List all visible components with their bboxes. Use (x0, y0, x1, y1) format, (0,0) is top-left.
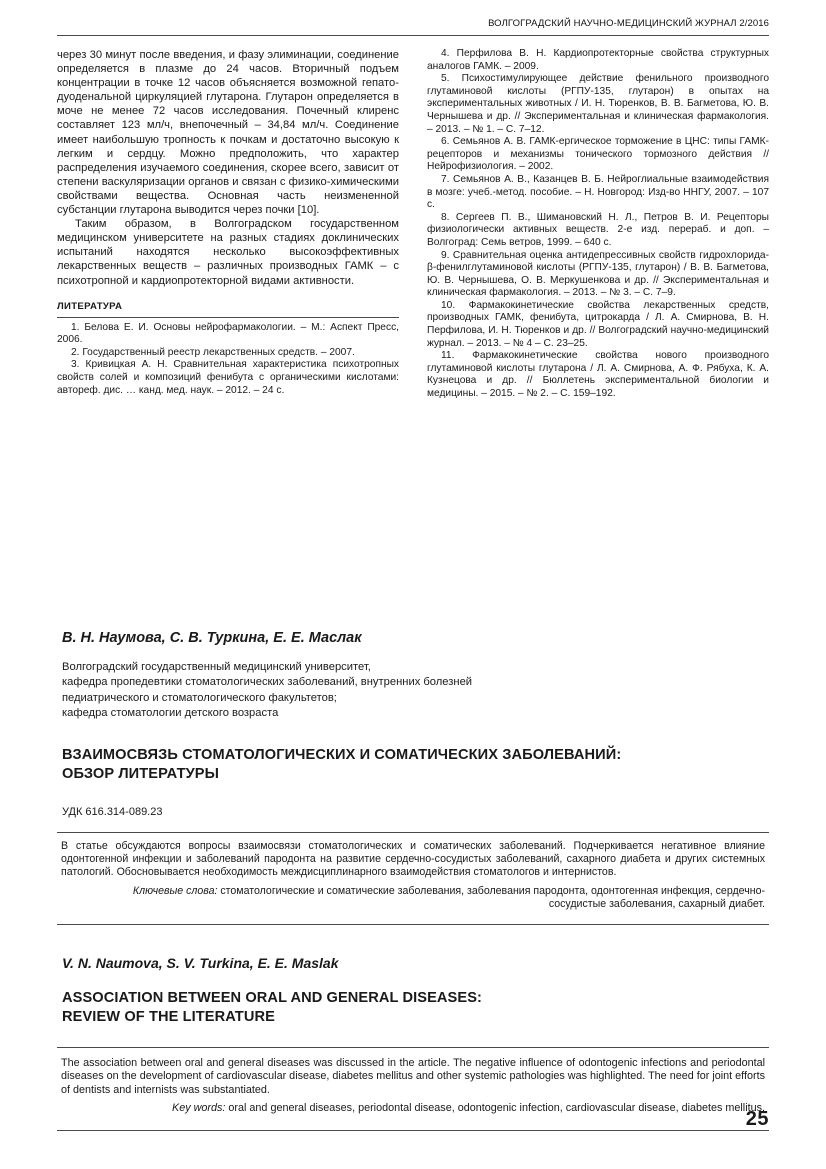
reference-item: 2. Государственный реестр лекарственных средств. – 2007. (71, 346, 355, 358)
reference-item: 4. Перфилова В. Н. Кардиопротекторные свойства структурных аналогов ГАМК. – 2009. (427, 48, 769, 72)
running-head: ВОЛГОГРАДСКИЙ НАУЧНО-МЕДИЦИНСКИЙ ЖУРНАЛ 2/2016 (488, 18, 769, 29)
left-column (57, 48, 399, 401)
page-number: 25 (745, 1108, 769, 1130)
body-paragraph-2: Таким образом, в Волгоградском государственном медицинском университете на разных стадиях доклинических испытаний находятся несколько высокоэффективных лекарственных веществ – различных производных ГАМК – с психотропной и кардиопротекторной видами активности. (57, 218, 399, 287)
affiliation-line: кафедра стоматологии детского возраста (62, 707, 279, 720)
abstract-rule-top (57, 832, 769, 833)
reference-item: 8. Сергеев П. В., Шимановский Н. Л., Петров В. И. Рецепторы физиологически активных веществ. 2-е изд. перераб. и доп. – Волгоград: Семь ветров, 1999. – 640 с. (427, 211, 769, 248)
reference-item: 5. Психостимулирующее действие фенильного производного глутаминовой кислоты (РГПУ-135, глутарон) в опытах на экспериментальных животных / И. Н. Тюренков, В. В. Багметова, Ю. В. Чернышева и др. // Экспериментальная и клиническая фармакология. – 2013. – № 1. – С. 7–12. (427, 73, 769, 135)
keywords-ru-text: стоматологические и соматические заболевания, заболевания пародонта, одонтогенная инфекция, сердечно-сосудистые заболевания, сахарный диабет. (217, 884, 765, 911)
keywords-en (117, 1102, 765, 1116)
keywords-ru-label: Ключевые слова: (132, 884, 218, 897)
udk-code: УДК 616.314-089.23 (62, 805, 163, 818)
article-title-ru-line2: ОБЗОР ЛИТЕРАТУРЫ (62, 765, 219, 782)
affiliation-line: кафедра пропедевтики стоматологических заболеваний, внутренних болезней (62, 676, 473, 689)
article-title-en (62, 989, 769, 1027)
reference-item: 9. Сравнительная оценка антидепрессивных свойств гидрохлорида-β-фенилглутаминовой кислоты (РГПУ-135, глутарон) / В. В. Багметова, Ю. В. Чернышева, О. В. Меркушенкова и др. // Экспериментальная и клиническая фармакология. – 2013. – № 3. – С. 7–9. (427, 249, 769, 299)
article-title-ru (62, 746, 769, 784)
reference-item: 3. Кривицкая А. Н. Сравнительная характеристика психотропных свойств солей и композиций фенибута с органическими кислотами: автореф. дис. … канд. мед. наук. – 2012. – 24 с. (57, 359, 399, 396)
abstract-ru: В статье обсуждаются вопросы взаимосвязи стоматологических и соматических заболеваний. Подчеркивается негативное влияние одонтогенной инфекции и заболеваний пародонта на развитие сердечно-сосудистых заболеваний, сахарного диабета и других системных патологий. Обосновывается необходимость междисциплинарного взаимодействия стоматологов и интернистов. (61, 839, 765, 879)
affiliation-line: Волгоградский государственный медицинский университет, (62, 661, 371, 673)
affiliation (62, 660, 769, 722)
keywords-ru (117, 885, 765, 912)
two-column-body (57, 48, 769, 401)
abstract-en: The association between oral and general diseases was discussed in the article. The negative influence of odontogenic infections and periodontal diseases on the development of cardiovascular disease, diabetes mellitus and other systemic pathologies was highlighted. The need for joint efforts of dentists and internists was substantiated. (61, 1056, 765, 1096)
authors-ru: В. Н. Наумова, С. В. Туркина, Е. Е. Маслак (62, 630, 362, 646)
body-paragraph-1: через 30 минут после введения, и фазу элиминации, соединение определяется в плазме до 24 часов. Вторичный подъем концентрации в точке 12 часов объясняется возможной гепатодуоденальной циркуляцией глутарона. Глутарон определяется в моче не менее 72 часов исследования. Почечный клиренс составляет 123 мл/ч, внепочечный – 34,84 мл/ч. Соединение имеет наибольшую тропность к почкам и достаточно высокую к легким и сердцу. Можно предположить, что характер распределения изучаемого соединения, скорее всего, зависит от степени васкуляризации органов и связан с физико-химическими свойствами вещества. Основная часть неизмененной субстанции глутарона выводится через почки [10]. (57, 49, 399, 217)
reference-item: 7. Семьянов А. В., Казанцев В. Б. Нейроглиальные взаимодействия в мозге: учеб.-метод. пособие. – Н. Новгород: Изд-во ННГУ, 2007. – 107 с. (427, 173, 769, 211)
abstract-en-rule-bottom (57, 1130, 769, 1131)
header-rule (57, 35, 769, 36)
article-title-ru-line1: ВЗАИМОСВЯЗЬ СТОМАТОЛОГИЧЕСКИХ И СОМАТИЧЕСКИХ ЗАБОЛЕВАНИЙ: (62, 746, 622, 763)
keywords-en-label: Key words: (172, 1102, 226, 1115)
article-title-en-line1: ASSOCIATION BETWEEN ORAL AND GENERAL DISEASES: (62, 989, 483, 1006)
right-column (427, 48, 769, 401)
reference-item: 1. Белова Е. И. Основы нейрофармакологии. – М.: Аспект Пресс, 2006. (57, 321, 399, 346)
article-header-block (57, 630, 769, 1131)
authors-en: V. N. Naumova, S. V. Turkina, E. E. Maslak (62, 954, 339, 971)
page-content (57, 0, 769, 1169)
abstract-rule-bottom (57, 924, 769, 925)
abstract-en-rule-top (57, 1047, 769, 1048)
affiliation-line: педиатрического и стоматологического факультетов; (62, 691, 337, 704)
literature-heading: ЛИТЕРАТУРА (57, 300, 123, 312)
reference-item: 6. Семьянов А. В. ГАМК-ергическое торможение в ЦНС: типы ГАМК-рецепторов и механизмы тонического тормозного действия // Нейрофизиология. – 2002. (427, 136, 769, 173)
article-title-en-line2: REVIEW OF THE LITERATURE (62, 1008, 275, 1025)
reference-item: 11. Фармакокинетические свойства нового производного глутаминовой кислоты глутарона / Л. А. Смирнова, А. Ф. Рябуха, К. А. Кузнецова и др. // Бюллетень экспериментальной биологии и медицины. – 2015. – № 2. – С. 159–192. (427, 350, 769, 400)
literature-rule (57, 317, 399, 318)
keywords-en-text: oral and general diseases, periodontal disease, odontogenic infection, cardiovascular disease, diabetes mellitus. (225, 1102, 765, 1115)
reference-item: 10. Фармакокинетические свойства лекарственных средств, производных ГАМК, фенибута, цитрокарда / Л. А. Смирнова, В. Н. Перфилова, И. Н. Тюренков и др. // Волгоградский научно-медицинский журнал. – 2013. – № 4 – С. 23–25. (427, 299, 769, 349)
